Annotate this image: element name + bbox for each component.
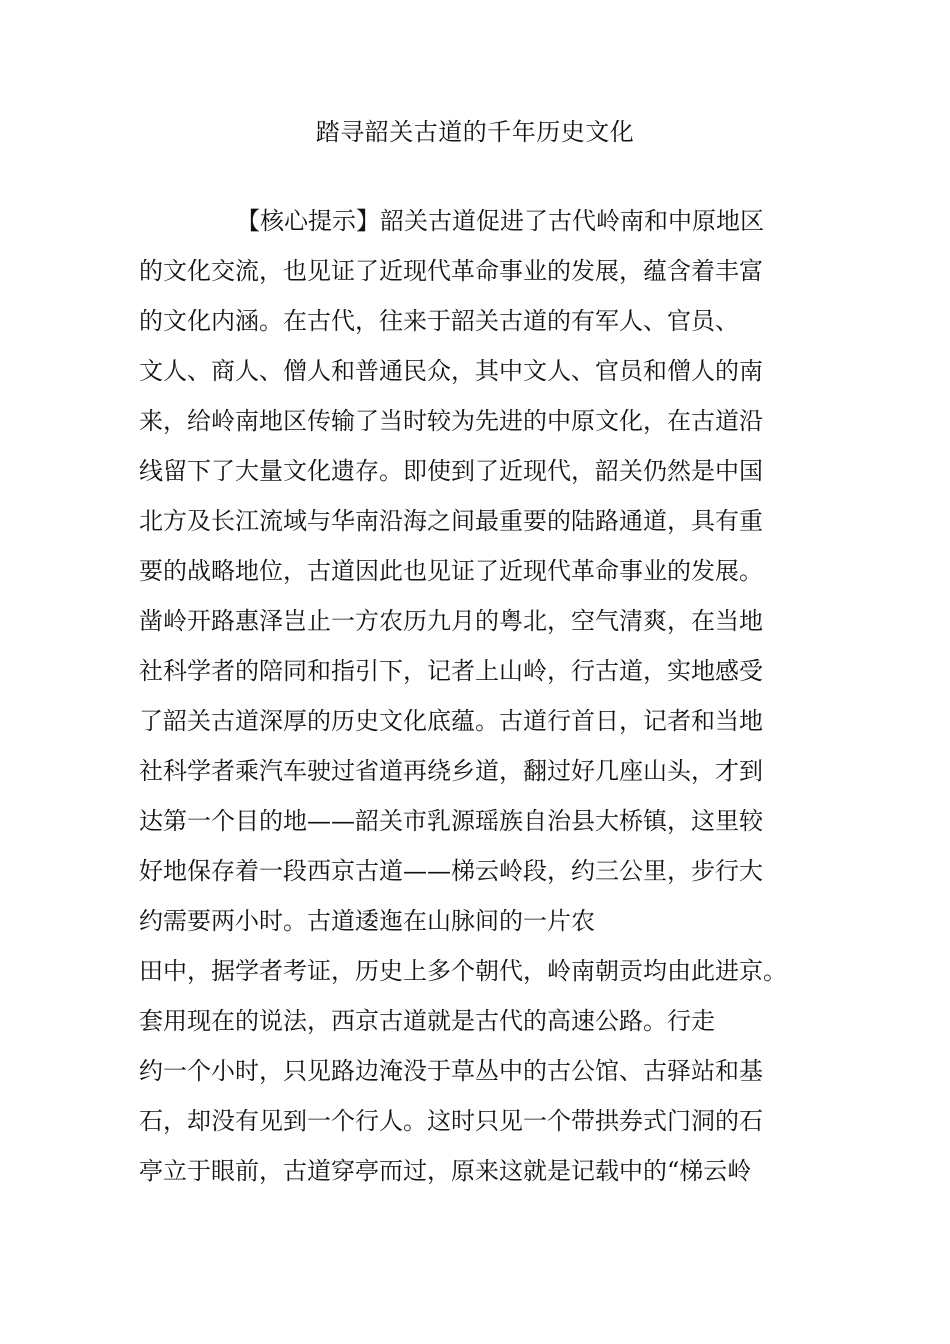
paragraph-line: 要的战略地位，古道因此也见证了近现代革命事业的发展。: [139, 557, 763, 585]
paragraph-line: 凿岭开路惠泽岂止一方农历九月的粤北，空气清爽，在当地: [139, 607, 763, 635]
paragraph-line: 约需要两小时。古道逶迤在山脉间的一片农: [139, 907, 595, 935]
paragraph-line: 北方及长江流域与华南沿海之间最重要的陆路通道，具有重: [139, 507, 763, 535]
paragraph-line: 约一个小时，只见路边淹没于草丛中的古公馆、古驿站和基: [139, 1057, 763, 1085]
paragraph-line: 了韶关古道深厚的历史文化底蕴。古道行首日，记者和当地: [139, 707, 763, 735]
paragraph-line: 社科学者的陪同和指引下，记者上山岭，行古道，实地感受: [139, 657, 763, 685]
paragraph-line: 的文化交流，也见证了近现代革命事业的发展，蕴含着丰富: [139, 257, 763, 285]
paragraph-line: 好地保存着一段西京古道——梯云岭段，约三公里，步行大: [139, 857, 763, 885]
paragraph-line: 来，给岭南地区传输了当时较为先进的中原文化，在古道沿: [139, 407, 763, 435]
document-title: 踏寻韶关古道的千年历史文化: [315, 118, 635, 146]
paragraph-line: 【核心提示】韶关古道促进了古代岭南和中原地区: [236, 207, 764, 235]
paragraph-line: 田中，据学者考证，历史上多个朝代，岭南朝贡均由此进京。: [139, 957, 787, 985]
paragraph-line: 达第一个目的地——韶关市乳源瑶族自治县大桥镇，这里较: [139, 807, 763, 835]
paragraph-line: 的文化内涵。在古代，往来于韶关古道的有军人、官员、: [139, 307, 739, 335]
paragraph-line: 社科学者乘汽车驶过省道再绕乡道，翻过好几座山头，才到: [139, 757, 763, 785]
paragraph-line: 套用现在的说法，西京古道就是古代的高速公路。行走: [139, 1007, 715, 1035]
paragraph-line: 亭立于眼前，古道穿亭而过，原来这就是记载中的“梯云岭: [139, 1157, 752, 1185]
paragraph-line: 线留下了大量文化遗存。即使到了近现代，韶关仍然是中国: [139, 457, 763, 485]
paragraph-line: 文人、商人、僧人和普通民众，其中文人、官员和僧人的南: [139, 357, 763, 385]
paragraph-line: 石，却没有见到一个行人。这时只见一个带拱券式门洞的石: [139, 1107, 763, 1135]
